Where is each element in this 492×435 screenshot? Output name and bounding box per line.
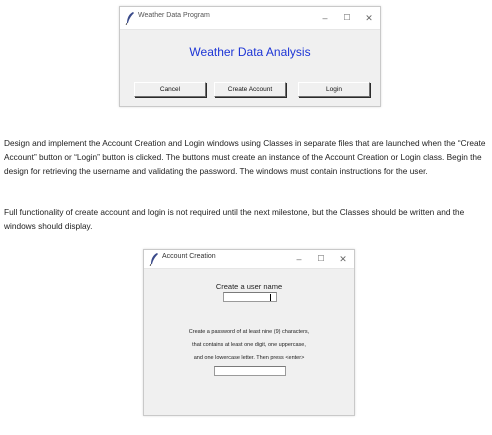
feather-icon	[125, 11, 135, 25]
password-instructions-line-3: and one lowercase letter. Then press <enter>	[193, 355, 305, 361]
username-label: Create a user name	[215, 282, 283, 291]
login-button[interactable]: Login	[298, 82, 370, 97]
minimize-button[interactable]: –	[296, 254, 302, 264]
instructions-paragraph-2: Full functionality of create account and login is not required until the next milestone, but the Classes should be written and the windows should display.	[4, 207, 465, 231]
account-window-titlebar[interactable]	[144, 250, 354, 269]
weather-window-titlebar[interactable]	[120, 7, 380, 30]
account-creation-window	[143, 249, 355, 416]
maximize-button[interactable]: ☐	[317, 254, 325, 263]
instructions-paragraph-1: Design and implement the Account Creation and Login windows using Classes in separate files that are launched when the “Create Account” button or “Login” button is clicked. The buttons must create an instance of the Account Creation or Login class. Begin the design for retrieving the username and validating the password. The windows must contain instructions for the user.	[4, 138, 486, 176]
password-instructions-line-2: that contains at least one digit, one uppercase,	[192, 342, 306, 348]
text-cursor	[270, 294, 271, 301]
weather-data-window	[119, 6, 381, 107]
password-instructions-line-1: Create a password of at least nine (9) characters,	[188, 329, 310, 335]
window-title: Account Creation	[162, 253, 216, 260]
cancel-button[interactable]: Cancel	[134, 82, 206, 97]
username-input[interactable]	[223, 292, 277, 302]
feather-icon	[149, 252, 159, 266]
minimize-button[interactable]: –	[322, 13, 328, 23]
app-heading: Weather Data Analysis	[189, 45, 311, 59]
maximize-button[interactable]: ☐	[343, 13, 351, 22]
close-button[interactable]: ✕	[339, 254, 347, 264]
create-account-button[interactable]: Create Account	[214, 82, 286, 97]
window-title: Weather Data Program	[138, 12, 210, 19]
close-button[interactable]: ✕	[365, 13, 373, 23]
password-input[interactable]	[214, 366, 286, 376]
